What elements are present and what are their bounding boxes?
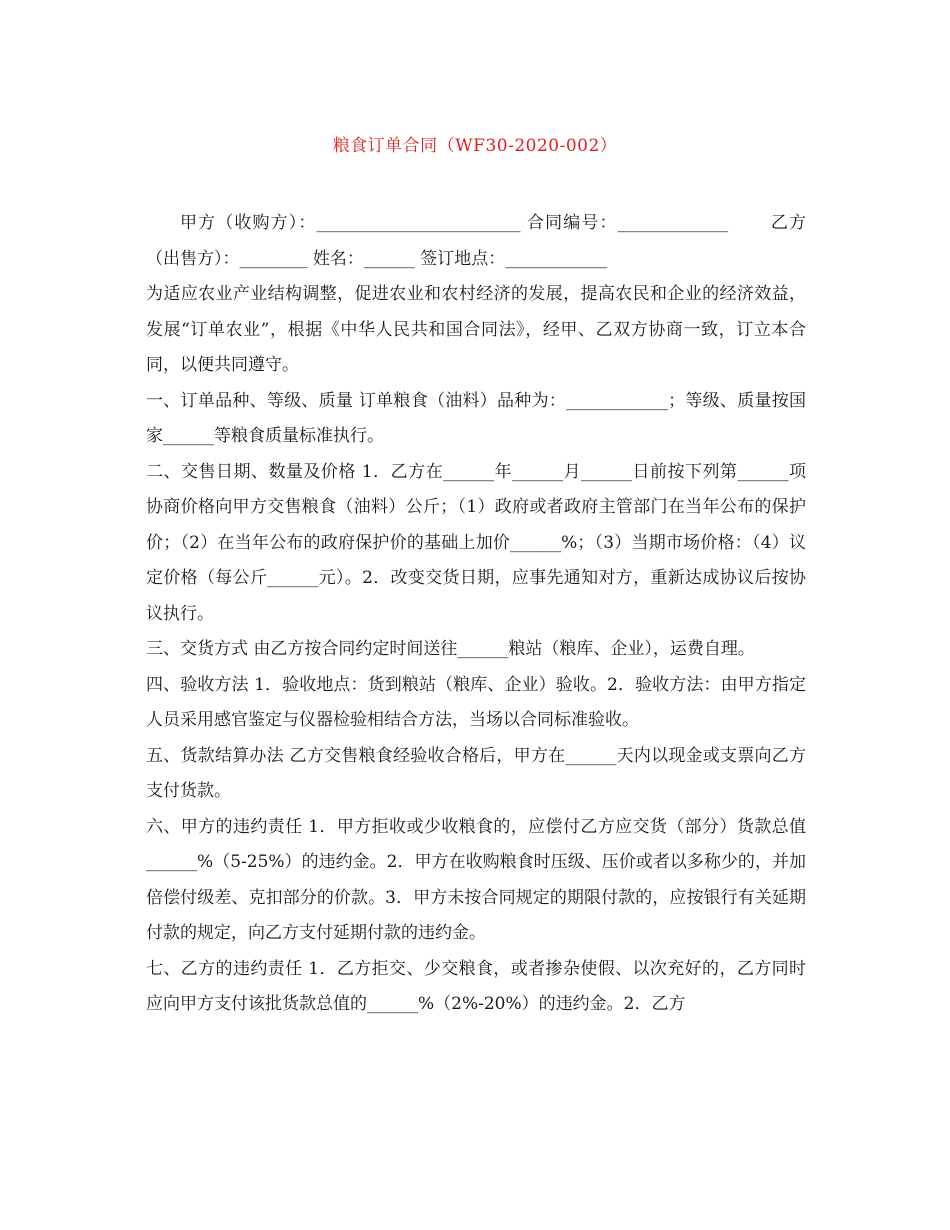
preamble-paragraph: 为适应农业产业结构调整，促进农业和农村经济的发展，提高农民和企业的经济效益，发展“订单农业”，根据《中华人民共和国合同法》，经甲、乙双方协商一致，订立本合同，以便共同遵守。 [146, 284, 806, 375]
document-title: 粮食订单合同（WF30-2020-002） [332, 136, 618, 156]
clause-3-paragraph: 三、交货方式 由乙方按合同约定时间送往______粮站（粮库、企业），运费自理。 [146, 639, 755, 659]
clause-5-paragraph: 五、货款结算办法 乙方交售粮食经验收合格后，甲方在______天内以现金或支票向乙方支付货款。 [146, 745, 806, 801]
clause-1-paragraph: 一、订单品种、等级、质量 订单粮食（油料）品种为：____________；等级、质量按国家______等粮食质量标准执行。 [146, 390, 806, 446]
clause-6-paragraph: 六、甲方的违约责任 1．甲方拒收或少收粮食的，应偿付乙方应交货（部分）货款总值______%（5-25%）的违约金。2．甲方在收购粮食时压级、压价或者以多称少的，并加倍偿付级差、克扣部分的价款。3．甲方未按合同规定的期限付款的，应按银行有关延期付款的规定，向乙方支付延期付款的违约金。 [146, 816, 806, 943]
document-body [146, 206, 806, 1023]
clause-7-paragraph: 七、乙方的违约责任 1．乙方拒交、少交粮食，或者掺杂使假、以次充好的，乙方同时应向甲方支付该批货款总值的______%（2%-20%）的违约金。2．乙方 [146, 958, 806, 1014]
clause-4-paragraph: 四、验收方法 1．验收地点：货到粮站（粮库、企业）验收。2．验收方法：由甲方指定人员采用感官鉴定与仪器检验相结合方法，当场以合同标准验收。 [146, 674, 806, 730]
clause-2-paragraph: 二、交售日期、数量及价格 1．乙方在______年______月______日前按下列第______项协商价格向甲方交售粮食（油料）公斤；（1）政府或者政府主管部门在当年公布的保护价；（2）在当年公布的政府保护价的基础上加价______%；（3）当期市场价格：（4）议定价格（每公斤______元）。2．改变交货日期，应事先通知对方，重新达成协议后按协议执行。 [146, 461, 806, 624]
party-info-paragraph: 甲方（收购方）：________________________ 合同编号：_____________ 乙方（出售方）：________ 姓名：______ 签订地点：____________ [146, 213, 806, 269]
